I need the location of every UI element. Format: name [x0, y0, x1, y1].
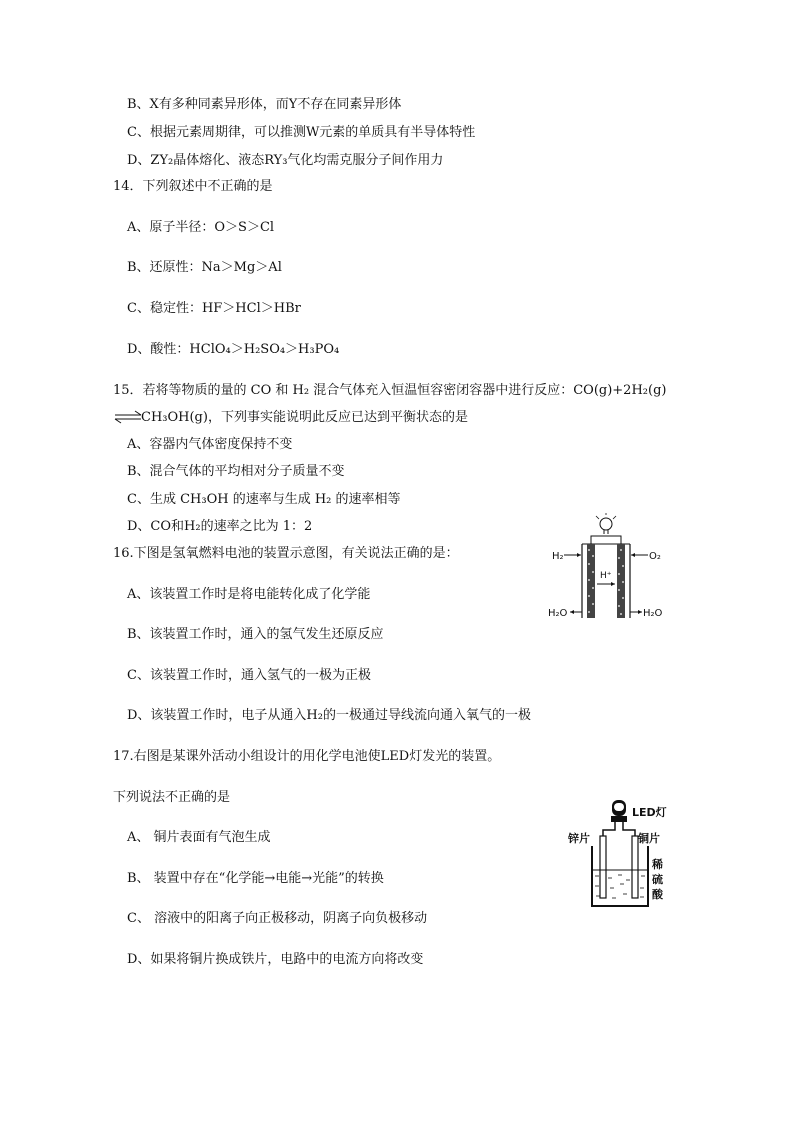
fuel-cell-figure	[544, 512, 674, 624]
prev-option-d: D、ZY₂晶体熔化、液态RY₃气化均需克服分子间作用力	[127, 153, 444, 168]
q15-option-c: C、生成 CH₃OH 的速率与生成 H₂ 的速率相等	[127, 492, 401, 507]
q16-option-c: C、该装置工作时，通入氢气的一极为正极	[127, 668, 371, 683]
zinc-label: 锌片	[568, 832, 590, 845]
acid-label-3: 酸	[652, 888, 663, 901]
q16-option-a: A、该装置工作时是将电能转化成了化学能	[127, 587, 371, 602]
q15-option-b: B、混合气体的平均相对分子质量不变	[127, 464, 345, 479]
q15-option-d: D、CO和H₂的速率之比为 1：2	[127, 519, 313, 534]
led-cell-figure	[568, 796, 678, 912]
prev-option-c: C、根据元素周期律，可以推测W元素的单质具有半导体特性	[127, 125, 476, 140]
copper-label: 铜片	[638, 832, 660, 845]
equilibrium-arrow-icon	[113, 408, 143, 428]
q14-option-a: A、原子半径：O＞S＞Cl	[127, 220, 275, 235]
q15-stem-line2: CH₃OH(g)，下列事实能说明此反应已达到平衡状态的是	[141, 410, 468, 425]
q14-option-c: C、稳定性：HF＞HCl＞HBr	[127, 301, 301, 316]
q17-option-c: C、 溶液中的阳离子向正极移动，阴离子向负极移动	[127, 911, 428, 926]
q17-option-a: A、 铜片表面有气泡生成	[127, 830, 271, 845]
q16-stem: 16.下图是氢氧燃料电池的装置示意图，有关说法正确的是：	[113, 546, 459, 561]
q17-option-d: D、如果将铜片换成铁片，电路中的电流方向将改变	[127, 952, 424, 967]
q16-option-b: B、该装置工作时，通入的氢气发生还原反应	[127, 627, 384, 642]
prev-option-b: B、X有多种同素异形体，而Y不存在同素异形体	[127, 97, 402, 112]
h2-label: H₂	[552, 551, 564, 562]
bulb-icon	[600, 518, 612, 530]
q15-option-a: A、容器内气体密度保持不变	[127, 437, 293, 452]
o2-label: O₂	[649, 551, 661, 562]
acid-label-2: 硫	[652, 873, 663, 886]
q17-sub-stem: 下列说法不正确的是	[113, 790, 231, 805]
h2o-left-label: H₂O	[548, 608, 568, 619]
q14-option-b: B、还原性：Na＞Mg＞Al	[127, 260, 282, 275]
q16-option-d: D、该装置工作时，电子从通入H₂的一极通过导线流向通入氧气的一极	[127, 708, 531, 723]
h2o-right-label: H₂O	[643, 608, 663, 619]
q14-option-d: D、酸性：HClO₄＞H₂SO₄＞H₃PO₄	[127, 342, 340, 357]
acid-label-1: 稀	[652, 858, 663, 871]
hplus-label: H⁺	[600, 571, 612, 581]
q17-stem: 17.右图是某课外活动小组设计的用化学电池使LED灯发光的装置。	[113, 749, 501, 764]
q17-option-b: B、 装置中存在“化学能→电能→光能”的转换	[127, 871, 384, 886]
led-label: LED灯	[632, 806, 667, 819]
q14-stem: 14．下列叙述中不正确的是	[113, 179, 273, 194]
q15-stem-line1: 15．若将等物质的量的 CO 和 H₂ 混合气体充入恒温恒容密闭容器中进行反应：CO(g)+2H₂(g)	[113, 383, 667, 398]
